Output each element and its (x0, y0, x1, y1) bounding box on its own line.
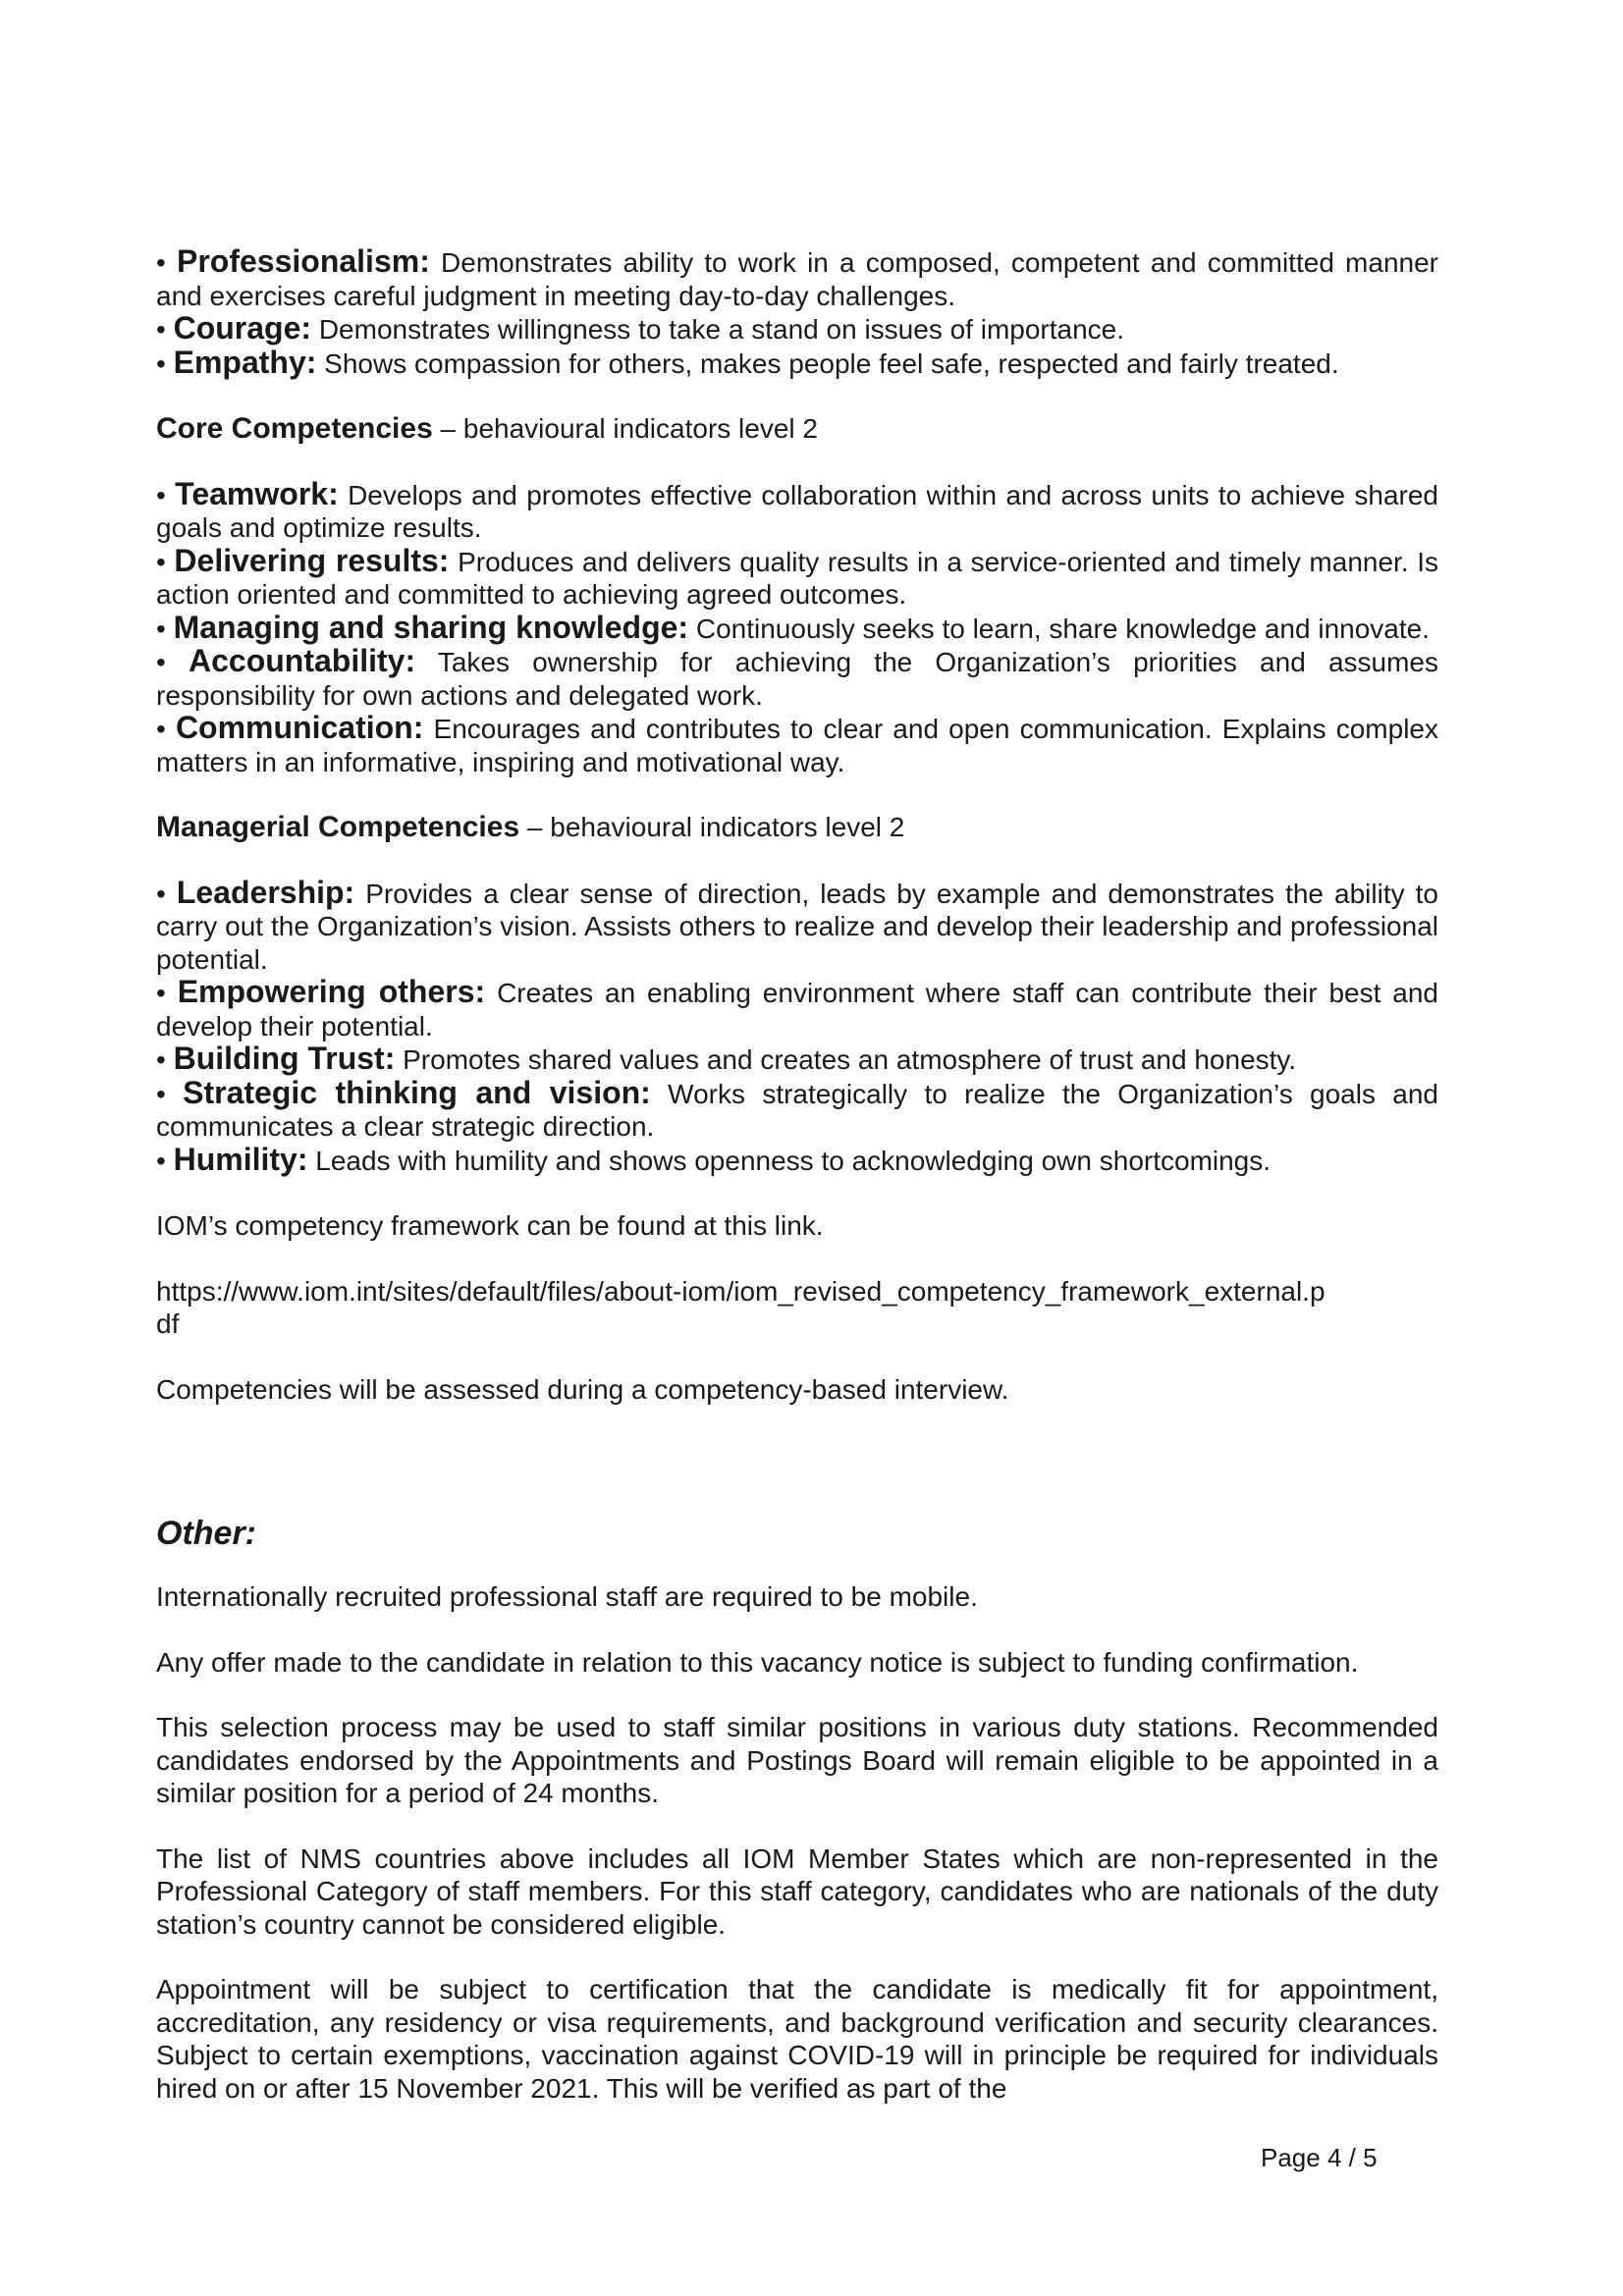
framework-text: IOM’s competency framework can be found at this link. (156, 1210, 824, 1241)
competency-desc: Leads with humility and shows openness to acknowledging own shortcomings. (315, 1145, 1271, 1176)
value-term: Professionalism: (176, 243, 430, 279)
other-section-title: Other: (156, 1515, 256, 1552)
other-paragraph: Appointment will be subject to certification that the candidate is medically fit for appointment, accreditation, any residency or visa requirements, and background verification and security clearances. Subject to certain exemptions, vaccination against COVID-19 will in principle be required for individuals hired on or after 15 November 2021. This will be verified as part of the (156, 1974, 1438, 2104)
assessment-text: Competencies will be assessed during a competency-based interview. (156, 1373, 1009, 1405)
value-desc: Demonstrates ability to work in a composed, competent and committed manner and exercises careful judgment in meeting day-to-day challenges. (156, 247, 1438, 311)
competency-desc: Encourages and contributes to clear and open communication. Explains complex matters in an informative, inspiring and motivational way. (156, 714, 1439, 777)
competency-term: Humility: (173, 1141, 308, 1177)
value-item: • Professionalism: Demonstrates ability to work in a composed, competent and committed manner and exercises careful judgment in meeting day-to-day challenges. (156, 243, 1438, 311)
competency-item: • Empowering others: Creates an enabling environment where staff can contribute their best and develop their potential. (156, 974, 1439, 1041)
competency-desc: Develops and promotes effective collaboration within and across units to achieve shared goals and optimize results. (156, 479, 1438, 543)
value-desc: Shows compassion for others, makes people feel safe, respected and fairly treated. (324, 347, 1339, 379)
competency-item: • Managing and sharing knowledge: Continuously seeks to learn, share knowledge and innovate. (156, 609, 1430, 645)
competency-item: • Delivering results: Produces and delivers quality results in a service-oriented and timely manner. Is action oriented and committed to achieving agreed outcomes. (156, 542, 1438, 610)
page-content (156, 245, 1438, 2105)
competency-item: • Leadership: Provides a clear sense of direction, leads by example and demonstrates the ability to carry out the Organization’s vision. Assists others to realize and develop their leadership and professional potential. (156, 874, 1438, 975)
competency-term: Empowering others: (177, 974, 486, 1009)
value-term: Empathy: (173, 344, 317, 380)
competency-term: Leadership: (176, 874, 355, 910)
competency-item: • Humility: Leads with humility and shows openness to acknowledging own shortcomings. (156, 1141, 1271, 1177)
other-paragraph: The list of NMS countries above includes all IOM Member States which are non-represented in the Professional Category of staff members. For this staff category, candidates who are nationals of the duty station’s country cannot be considered eligible. (156, 1842, 1438, 1940)
other-paragraph: This selection process may be used to staff similar positions in various duty stations. Recommended candidates endorsed by the Appointments and Postings Board will remain eligible to be appointed in a similar position for a period of 24 months. (156, 1712, 1438, 1808)
value-term: Courage: (173, 310, 312, 346)
competency-term: Teamwork: (175, 475, 339, 511)
competency-item: • Teamwork: Develops and promotes effective collaboration within and across units to achieve shared goals and optimize results. (156, 475, 1438, 543)
competency-term: Managing and sharing knowledge: (173, 609, 689, 645)
page-number: Page 4 / 5 (1261, 2143, 1378, 2172)
competency-desc: Creates an enabling environment where staff can contribute their best and develop their potential. (156, 978, 1439, 1041)
core-competencies-heading: Core Competencies – behavioural indicators level 2 (156, 412, 818, 445)
value-item: • Empathy: Shows compassion for others, makes people feel safe, respected and fairly treated. (156, 344, 1339, 380)
competency-term: Accountability: (189, 643, 416, 678)
competency-term: Strategic thinking and vision: (183, 1074, 651, 1110)
competency-desc: Provides a clear sense of direction, leads by example and demonstrates the ability to carry out the Organization’s vision. Assists others to realize and develop their leadership and professional potential. (156, 878, 1438, 975)
competency-term: Delivering results: (174, 542, 450, 578)
other-paragraph: Any offer made to the candidate in relation to this vacancy notice is subject to funding confirmation. (156, 1646, 1359, 1678)
competency-item: • Communication: Encourages and contributes to clear and open communication. Explains complex matters in an informative, inspiring and motivational way. (156, 710, 1439, 777)
competency-item: • Building Trust: Promotes shared values and creates an atmosphere of trust and honesty. (156, 1041, 1297, 1076)
value-desc: Demonstrates willingness to take a stand on issues of importance. (318, 314, 1125, 345)
competency-desc: Takes ownership for achieving the Organization’s priorities and assumes responsibility for own actions and delegated work. (156, 647, 1438, 711)
framework-link[interactable]: https://www.iom.int/sites/default/files/about-iom/iom_revised_competency_framework_external.p df (156, 1275, 1325, 1339)
competency-desc: Works strategically to realize the Organization’s goals and communicates a clear strategic direction. (156, 1078, 1439, 1142)
value-item: • Courage: Demonstrates willingness to take a stand on issues of importance. (156, 310, 1125, 346)
competency-term: Communication: (175, 710, 424, 745)
competency-desc: Produces and delivers quality results in a service-oriented and timely manner. Is action oriented and committed to achieving agreed outcomes. (156, 546, 1438, 610)
competency-item: • Strategic thinking and vision: Works strategically to realize the Organization’s goals and communicates a clear strategic direction. (156, 1074, 1439, 1142)
managerial-competencies-heading: Managerial Competencies – behavioural indicators level 2 (156, 811, 905, 843)
competency-desc: Continuously seeks to learn, share knowledge and innovate. (695, 613, 1430, 644)
competency-term: Building Trust: (173, 1041, 396, 1076)
competency-item: • Accountability: Takes ownership for achieving the Organization’s priorities and assumes responsibility for own actions and delegated work. (156, 643, 1438, 711)
other-paragraph: Internationally recruited professional staff are required to be mobile. (156, 1581, 978, 1612)
competency-desc: Promotes shared values and creates an atmosphere of trust and honesty. (403, 1044, 1297, 1075)
